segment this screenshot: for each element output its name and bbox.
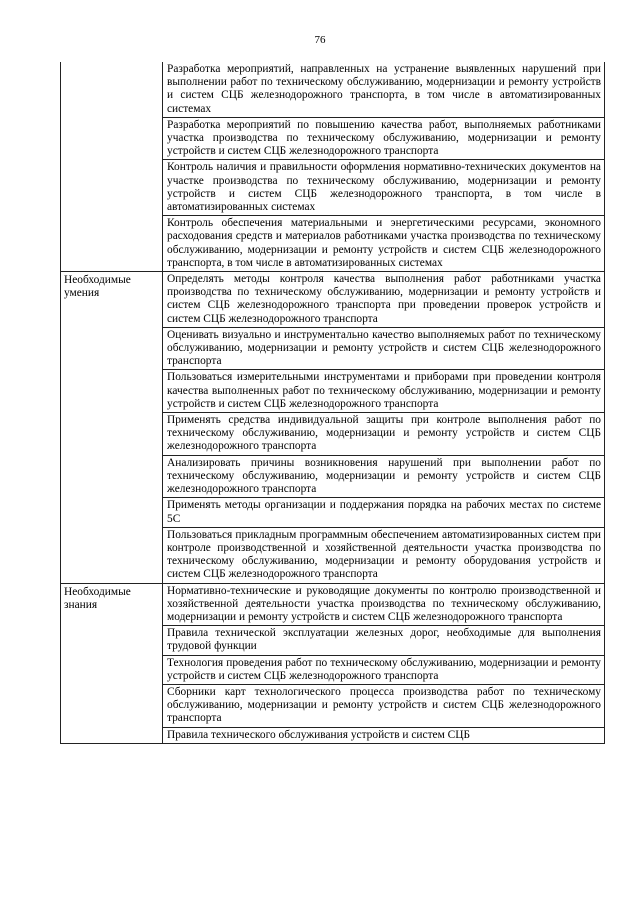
list-item: Контроль обеспечения материальными и энергетическими ресурсами, экономного расходования средств и материалов работниками участка производства по техническому обслуживанию, модернизации и ремонту устройств и систем СЦБ железнодорожного транспорта, в том числе в автоматизированных системах bbox=[167, 217, 601, 269]
section-items bbox=[163, 272, 605, 583]
list-item: Нормативно-технические и руководящие документы по контролю производственной и хозяйственной деятельности участка производства по техническому обслуживанию, модернизации и ремонту устройств и систем СЦБ железнодорожного транспорта bbox=[163, 584, 604, 627]
section-items bbox=[163, 62, 605, 272]
list-item: Применять методы организации и поддержания порядка на рабочих местах по системе 5С bbox=[163, 498, 604, 527]
list-item: Разработка мероприятий, направленных на устранение выявленных нарушений при выполнении работ по техническому обслуживанию, модернизации и ремонту устройств и систем СЦБ железнодорожного транспорта, в том числе в автоматизированных системах bbox=[163, 62, 604, 118]
list-item: Оценивать визуально и инструментально качество выполняемых работ по техническому обслуживанию, модернизации и ремонту устройств и систем СЦБ железнодорожного транспорта bbox=[163, 328, 604, 371]
table-row bbox=[61, 583, 605, 743]
list-item: Определять методы контроля качества выполнения работ работниками участка производства по техническому обслуживанию, модернизации и ремонту устройств и систем СЦБ железнодорожного транспорта при проведении проверок устройств и систем СЦБ железнодорожного транспорта bbox=[163, 272, 604, 328]
section-label: Необходимые умения bbox=[61, 272, 163, 583]
section-label bbox=[61, 62, 163, 272]
list-item: Технология проведения работ по техническому обслуживанию, модернизации и ремонту устройств и систем СЦБ железнодорожного транспорта bbox=[163, 656, 604, 685]
list-item: Разработка мероприятий по повышению качества работ, выполняемых работниками участка производства по техническому обслуживанию, модернизации и ремонту устройств и систем СЦБ железнодорожного транспорта bbox=[163, 118, 604, 161]
list-item: Пользоваться прикладным программным обеспечением автоматизированных систем при контроле производственной и хозяйственной деятельности участка производства по техническому обслуживанию, модернизации и ремонту оборудования устройств и систем СЦБ железнодорожного транспорта bbox=[167, 528, 601, 581]
section-items bbox=[163, 583, 605, 743]
list-item: Анализировать причины возникновения нарушений при выполнении работ по техническому обслуживанию, модернизации и ремонту устройств и систем СЦБ железнодорожного транспорта bbox=[163, 456, 604, 499]
page-number: 76 bbox=[314, 34, 326, 46]
section-label: Необходимые знания bbox=[61, 583, 163, 743]
list-item: Правила технического обслуживания устройств и систем СЦБ bbox=[167, 728, 471, 741]
list-item: Правила технической эксплуатации железных дорог, необходимые для выполнения трудовой функции bbox=[163, 626, 604, 655]
list-item: Пользоваться измерительными инструментами и приборами при проведении контроля качества выполненных работ по техническому обслуживанию, модернизации и ремонту устройств и систем СЦБ железнодорожного транспорта bbox=[163, 370, 604, 413]
list-item: Контроль наличия и правильности оформления нормативно-технических документов на участке производства по техническому обслуживанию, модернизации и ремонту устройств и систем СЦБ железнодорожного транспорта, в том числе в автоматизированных системах bbox=[163, 160, 604, 216]
list-item: Применять средства индивидуальной защиты при контроле выполнения работ по техническому обслуживанию, модернизации и ремонту устройств и систем СЦБ железнодорожного транспорта bbox=[163, 413, 604, 456]
table-row bbox=[61, 272, 605, 583]
table-row bbox=[61, 62, 605, 272]
list-item: Сборники карт технологического процесса производства работ по техническому обслуживанию, модернизации и ремонту устройств и систем СЦБ железнодорожного транспорта bbox=[163, 685, 604, 728]
competency-table bbox=[60, 62, 605, 744]
